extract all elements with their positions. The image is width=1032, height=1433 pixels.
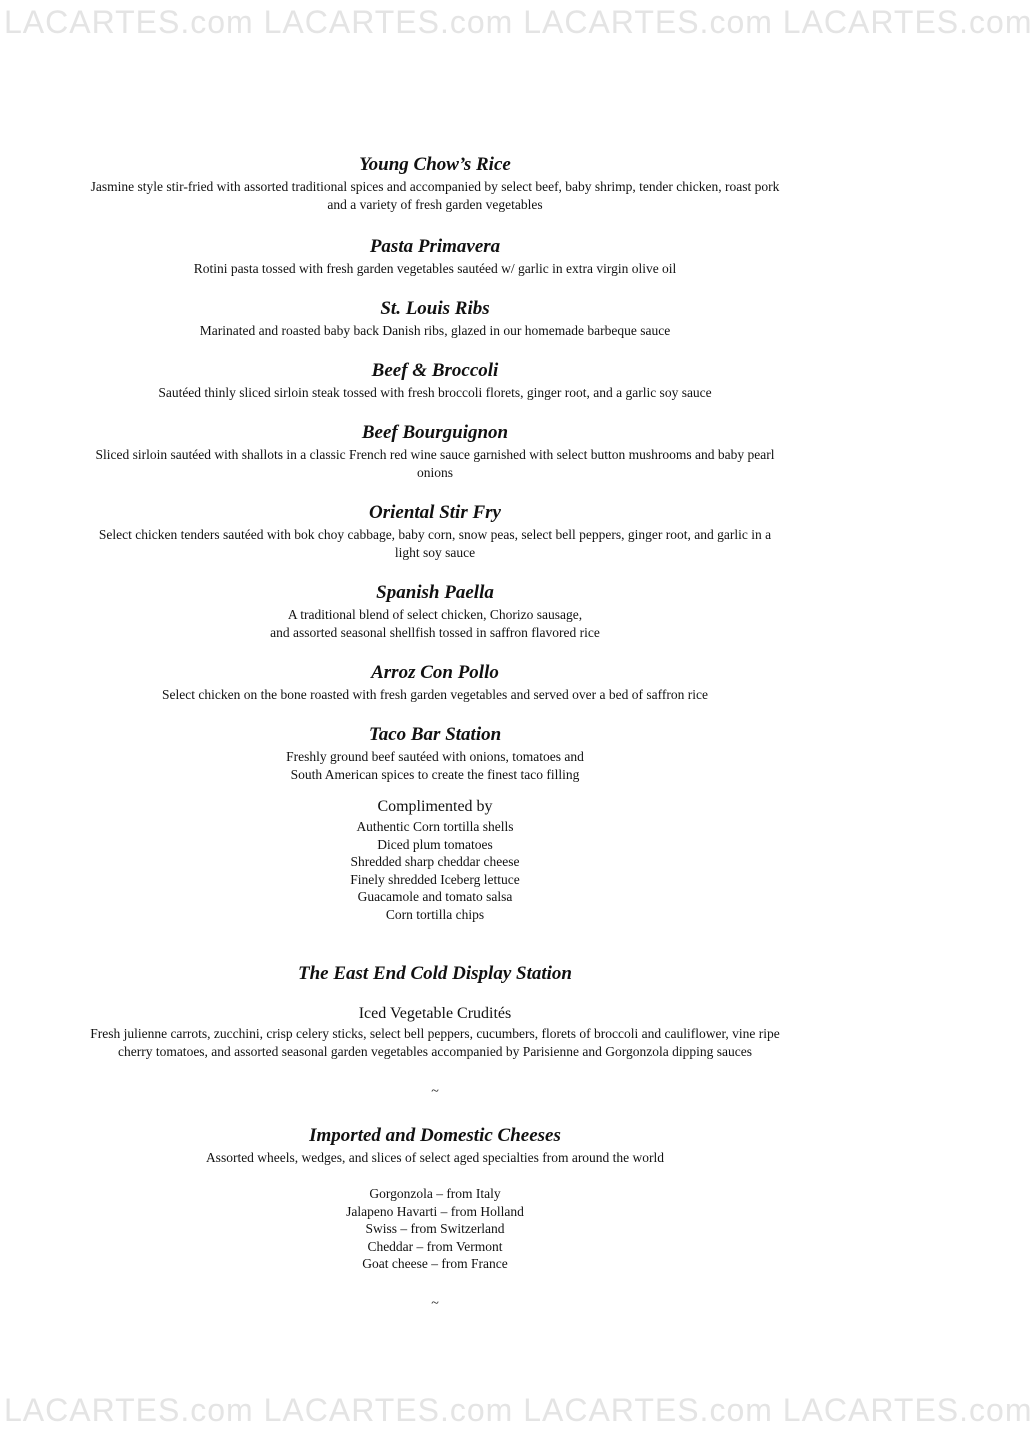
item-title: Spanish Paella — [376, 582, 494, 603]
taco-extras-heading: Complimented by — [377, 798, 493, 815]
menu-item — [0, 660, 870, 704]
item-description: Sliced sirloin sautéed with shallots in a classic French red wine sauce garnished with select button mushrooms and baby pearl onions — [95, 447, 775, 480]
cold-station — [0, 961, 870, 1061]
item-title: Beef Bourguignon — [361, 422, 509, 443]
cheeses-description: Assorted wheels, wedges, and slices of select aged specialties from around the world — [205, 1150, 665, 1165]
menu-item — [0, 296, 870, 340]
item-description-line: A traditional blend of select chicken, Chorizo sausage, — [287, 607, 583, 622]
item-description-line: Freshly ground beef sautéed with onions, tomatoes and — [286, 749, 584, 764]
list-item: Goat cheese – from France — [362, 1256, 508, 1271]
list-item: Finely shredded Iceberg lettuce — [350, 871, 520, 887]
item-title: Pasta Primavera — [369, 236, 501, 257]
menu-item — [0, 358, 870, 402]
list-item: Diced plum tomatoes — [377, 836, 493, 852]
item-description-line: and assorted seasonal shellfish tossed in saffron flavored rice — [270, 625, 600, 640]
list-item: Jalapeno Havarti – from Holland — [346, 1203, 524, 1219]
item-description: Sautéed thinly sliced sirloin steak tossed with fresh broccoli florets, ginger root, and a garlic soy sauce — [158, 385, 712, 400]
item-title: Beef & Broccoli — [371, 360, 499, 381]
separator: ~ — [431, 1084, 439, 1099]
item-title: Arroz Con Pollo — [371, 662, 499, 683]
item-description: Select chicken on the bone roasted with fresh garden vegetables and served over a bed of saffron rice — [162, 687, 708, 702]
menu-item — [0, 234, 870, 278]
list-item: Gorgonzola – from Italy — [369, 1186, 501, 1201]
menu-item — [0, 420, 870, 482]
list-item: Authentic Corn tortilla shells — [356, 819, 514, 834]
cold-station-description: Fresh julienne carrots, zucchini, crisp celery sticks, select bell peppers, cucumbers, florets of broccoli and cauliflower, vine ripe cherry tomatoes, and assorted seasonal garden vegetables accompanied by Parisienne and Gorgonzola dipping sauces — [90, 1026, 780, 1059]
list-item: Guacamole and tomato salsa — [357, 889, 513, 904]
cheeses-title: Imported and Domestic Cheeses — [309, 1125, 561, 1146]
menu-item — [0, 580, 870, 642]
item-title: Taco Bar Station — [368, 724, 502, 745]
cold-station-title: The East End Cold Display Station — [298, 963, 572, 984]
item-description: Rotini pasta tossed with fresh garden vegetables sautéed w/ garlic in extra virgin olive oil — [193, 261, 677, 276]
menu-item — [0, 500, 870, 562]
item-description: Jasmine style stir-fried with assorted traditional spices and accompanied by select beef, baby shrimp, tender chicken, roast pork and a variety of fresh garden vegetables — [90, 179, 780, 212]
watermark-bottom: LACARTES.com LACARTES.com LACARTES.com LACARTES.com — [4, 1392, 1032, 1428]
separator: ~ — [431, 1295, 439, 1311]
menu-item — [0, 722, 870, 784]
menu-item — [0, 152, 870, 214]
list-item: Cheddar – from Vermont — [367, 1238, 503, 1254]
list-item: Shredded sharp cheddar cheese — [350, 854, 520, 869]
taco-extras — [0, 796, 870, 923]
item-title: St. Louis Ribs — [380, 298, 490, 319]
list-item: Swiss – from Switzerland — [365, 1221, 505, 1236]
item-title: Oriental Stir Fry — [369, 502, 501, 523]
cheese-list — [0, 1185, 870, 1273]
item-description: Marinated and roasted baby back Danish ribs, glazed in our homemade barbeque sauce — [199, 323, 671, 338]
item-title: Young Chow’s Rice — [359, 154, 511, 175]
watermark-top: LACARTES.com LACARTES.com LACARTES.com LACARTES.com — [4, 4, 1032, 40]
cheeses-section — [0, 1123, 870, 1273]
menu-page — [0, 150, 870, 1313]
list-item: Corn tortilla chips — [385, 906, 485, 922]
cold-station-subtitle: Iced Vegetable Crudités — [358, 1005, 512, 1022]
item-description: Select chicken tenders sautéed with bok choy cabbage, baby corn, snow peas, select bell peppers, ginger root, and garlic in a light soy sauce — [98, 527, 772, 560]
item-description-line: South American spices to create the finest taco filling — [290, 767, 580, 782]
